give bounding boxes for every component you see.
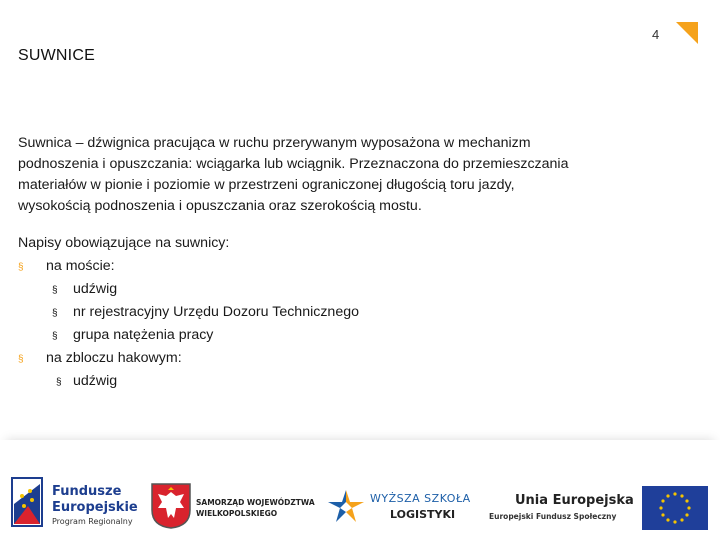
fe-line1: Fundusze	[52, 484, 122, 499]
bullet-icon: §	[52, 308, 58, 319]
wlkp-line2: WIELKOPOLSKIEGO	[196, 509, 278, 518]
page-number: 4	[652, 27, 660, 42]
paragraph-line: podnoszenia i opuszczania: wciągarka lub wciągnik. Przeznaczona do przemieszczania	[18, 156, 569, 172]
bullet-icon: §	[56, 377, 62, 388]
list-item: udźwig	[73, 281, 118, 297]
bullet-icon: §	[52, 285, 58, 296]
bullet-icon: §	[18, 262, 24, 273]
corner-accent-icon	[676, 22, 698, 44]
slide-title: SUWNICE	[18, 47, 95, 64]
list-item: na moście:	[46, 258, 115, 274]
eu-flag-icon	[642, 486, 708, 535]
paragraph-line: Suwnica – dźwignica pracująca w ruchu przerywanym wyposażona w mechanizm	[18, 135, 531, 151]
list-item: grupa natężenia pracy	[73, 327, 214, 343]
eu-line2: Europejski Fundusz Społeczny	[489, 512, 617, 521]
bullet-icon: §	[52, 331, 58, 342]
list-item: na zbloczu hakowym:	[46, 350, 182, 366]
wsl-line1: WYŻSZA SZKOŁA	[370, 492, 471, 505]
fe-line3: Program Regionalny	[52, 517, 133, 526]
paragraph-line: wysokością podnoszenia i opuszczania oraz szerokością mostu.	[18, 198, 422, 214]
definition-paragraph	[18, 133, 658, 217]
list-intro: Napisy obowiązujące na suwnicy:	[18, 235, 230, 251]
paragraph-line: materiałów w pionie i poziomie w przestrzeni ograniczonej długością toru jazdy,	[18, 177, 515, 193]
fundusze-europejskie-flag-icon	[10, 476, 44, 533]
list-item: nr rejestracyjny Urzędu Dozoru Technicznego	[73, 304, 359, 320]
fe-line2: Europejskie	[52, 500, 138, 515]
wsl-line2: LOGISTYKI	[390, 508, 456, 521]
eagle-coat-of-arms-icon	[150, 482, 192, 535]
list-item: udźwig	[73, 373, 118, 389]
footer-logos	[0, 440, 720, 540]
wsl-star-icon	[326, 488, 366, 529]
bullet-icon: §	[18, 354, 24, 365]
wlkp-line1: SAMORZĄD WOJEWÓDZTWA	[196, 498, 315, 507]
eu-line1: Unia Europejska	[515, 493, 634, 508]
